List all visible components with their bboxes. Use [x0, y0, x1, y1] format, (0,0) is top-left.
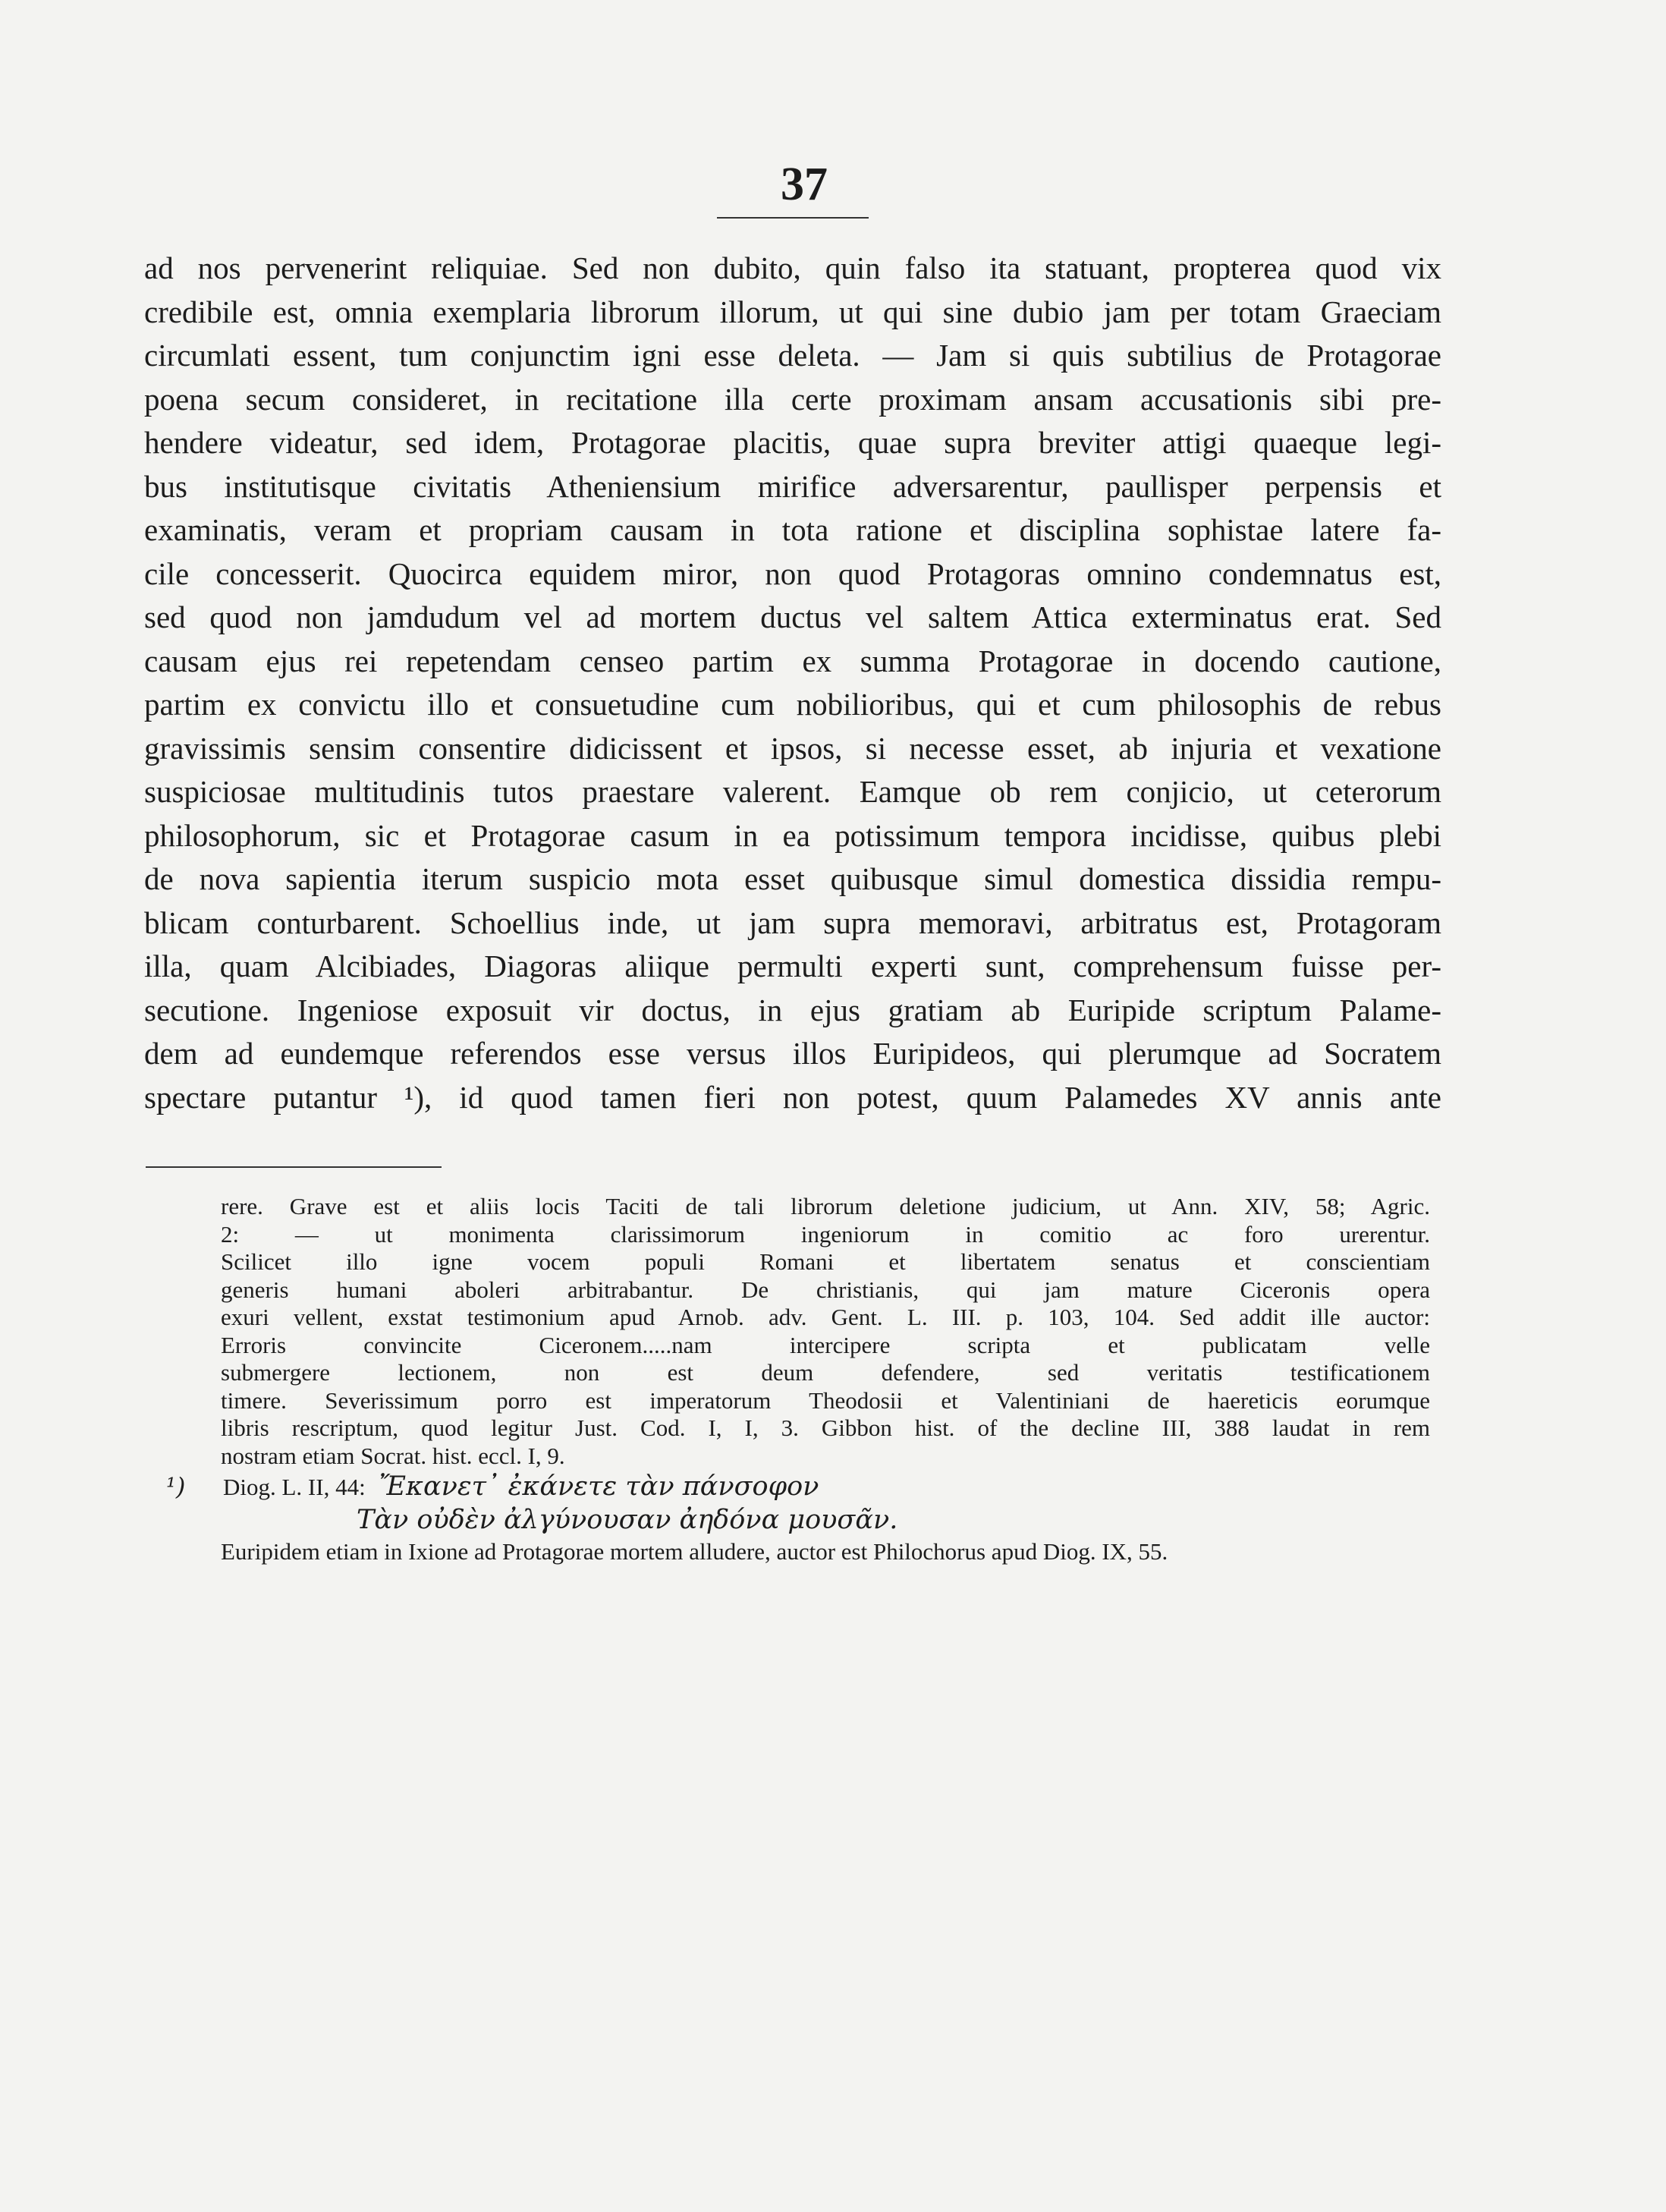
footnote-line: timere. Severissimum porro est imperatorum Theodosii et Valentiniani de haereticis eorumque	[221, 1386, 1430, 1414]
footnote-1-tail: Euripidem etiam in Ixione ad Protagorae mortem alludere, auctor est Philochorus apud Diog. IX, 55.	[221, 1538, 1168, 1565]
page-number-rule	[717, 217, 869, 219]
text-line: secutione. Ingeniose exposuit vir doctus, in ejus gratiam ab Euripide scriptum Palame-	[144, 992, 1441, 1027]
footnote-line: rere. Grave est et aliis locis Taciti de tali librorum deletione judicium, ut Ann. XIV, 58; Agric.	[221, 1193, 1430, 1219]
greek-verse-2: Τὰν οὐδὲν ἀλγύνουσαν ἀηδόνα μουσᾶν.	[357, 1505, 898, 1535]
footnote-separator	[146, 1166, 442, 1168]
footnote-line: generis humani aboleri arbitrabantur. De christianis, qui jam mature Ciceronis opera	[221, 1276, 1430, 1303]
footnote-marker: ¹)	[166, 1472, 186, 1501]
text-line: de nova sapientia iterum suspicio mota esset quibusque simul domestica dissidia rempu-	[144, 861, 1441, 896]
footnotes-block	[166, 1193, 1430, 1567]
main-text-block	[144, 247, 1441, 1119]
text-line: ad nos pervenerint reliquiae. Sed non dubito, quin falso ita statuant, propterea quod vix	[144, 250, 1441, 285]
text-line: dem ad eundemque referendos esse versus illos Euripideos, qui plerumque ad Socratem	[144, 1036, 1441, 1071]
text-line: bus institutisque civitatis Atheniensium mirifice adversarentur, paullisper perpensis et	[144, 468, 1441, 504]
footnote-line: libris rescriptum, quod legitur Just. Cod. I, I, 3. Gibbon hist. of the decline III, 388 laudat in rem	[221, 1414, 1430, 1441]
text-line: examinatis, veram et propriam causam in tota ratione et disciplina sophistae latere fa-	[144, 512, 1441, 547]
text-line: causam ejus rei repetendam censeo partim ex summa Protagorae in docendo cautione,	[144, 643, 1441, 678]
text-line: philosophorum, sic et Protagorae casum in ea potissimum tempora incidisse, quibus plebi	[144, 817, 1441, 853]
footnote-reference: Diog. L. II, 44:	[223, 1474, 366, 1500]
text-line: gravissimis sensim consentire didicissent et ipsos, si necesse esset, ab injuria et vexatione	[144, 730, 1441, 766]
text-line: spectare putantur ¹), id quod tamen fieri non potest, quum Palamedes XV annis ante	[144, 1079, 1441, 1115]
footnote-line: nostram etiam Socrat. hist. eccl. I, 9.	[221, 1442, 565, 1469]
text-line: illa, quam Alcibiades, Diagoras aliique permulti experti sunt, comprehensum fuisse per-	[144, 949, 1441, 983]
text-line: sed quod non jamdudum vel ad mortem ductus vel saltem Attica exterminatus erat. Sed	[144, 599, 1441, 634]
text-line: poena secum consideret, in recitatione illa certe proximam ansam accusationis sibi pre-	[144, 381, 1441, 417]
text-line: cile concesserit. Quocirca equidem miror, non quod Protagoras omnino condemnatus est,	[144, 555, 1441, 591]
footnote-line: Erroris convincite Ciceronem.....nam intercipere scripta et publicatam velle	[221, 1331, 1430, 1358]
greek-verse-1: Ἔκανετ᾿ ἐκάνετε τὰν πάνσοφον	[379, 1471, 819, 1502]
footnote-line: submergere lectionem, non est deum defendere, sed veritatis testificationem	[221, 1359, 1430, 1386]
footnote-line: exuri vellent, exstat testimonium apud Arnob. adv. Gent. L. III. p. 103, 104. Sed addit ille auctor:	[221, 1304, 1430, 1330]
text-line: suspiciosae multitudinis tutos praestare valerent. Eamque ob rem conjicio, ut ceterorum	[144, 774, 1441, 809]
footnote-line: 2: — ut monimenta clarissimorum ingeniorum in comitio ac foro urerentur.	[221, 1220, 1430, 1248]
footnote-line: Scilicet illo igne vocem populi Romani et libertatem senatus et conscientiam	[221, 1248, 1430, 1275]
text-line: credibile est, omnia exemplaria librorum illorum, ut qui sine dubio jam per totam Graeciam	[144, 294, 1441, 329]
text-line: circumlati essent, tum conjunctim igni esse deleta. — Jam si quis subtilius de Protagorae	[144, 338, 1441, 373]
page-number: 37	[781, 159, 828, 210]
text-line: hendere videatur, sed idem, Protagorae placitis, quae supra breviter attigi quaeque legi-	[144, 425, 1441, 460]
text-line: blicam conturbarent. Schoellius inde, ut jam supra memoravi, arbitratus est, Protagoram	[144, 905, 1441, 940]
text-line: partim ex convictu illo et consuetudine cum nobilioribus, qui et cum philosophis de rebus	[144, 687, 1441, 722]
footnote-1-first-line	[166, 1470, 1430, 1503]
